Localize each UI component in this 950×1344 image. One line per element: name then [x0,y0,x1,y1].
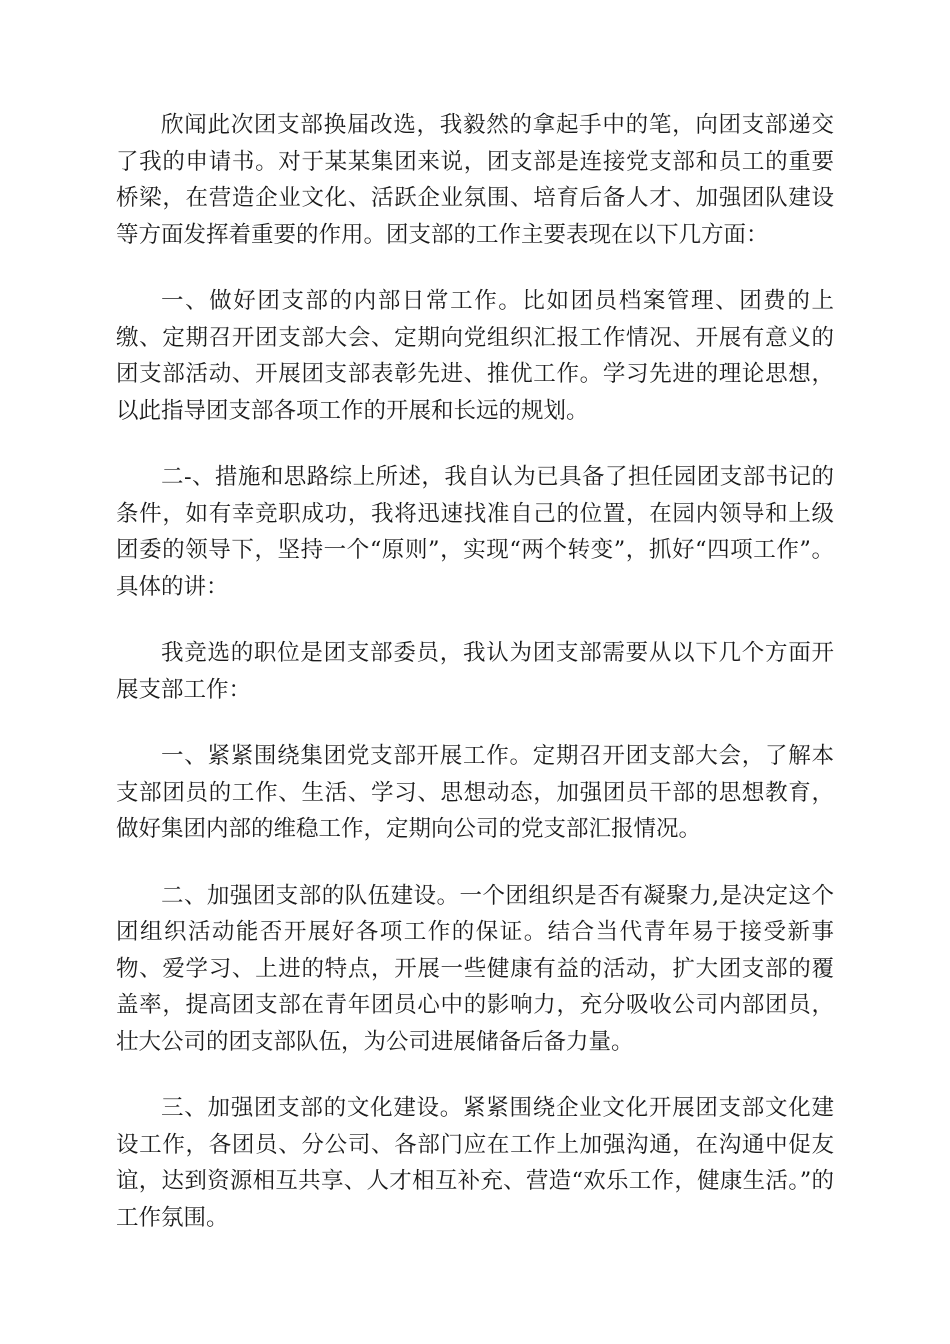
paragraph-measures: 二-、措施和思路综上所述，我自认为已具备了担任园团支部书记的条件，如有幸竞职成功，我将迅速找准自己的位置，在园内领导和上级团委的领导下，坚持一个“原则”，实现“两个转变”，抓好“四项工作”。具体的讲： [116,464,834,600]
paragraph-intro: 欣闻此次团支部换届改选，我毅然的拿起手中的笔，向团支部递交了我的申请书。对于某某集团来说，团支部是连接党支部和员工的重要桥梁，在营造企业文化、活跃企业氛围、培育后备人才、加强团队建设等方面发挥着重要的作用。团支部的工作主要表现在以下几方面： [116,112,834,248]
document-body [116,107,834,1236]
paragraph-daily-work: 一、做好团支部的内部日常工作。比如团员档案管理、团费的上缴、定期召开团支部大会、定期向党组织汇报工作情况、开展有意义的团支部活动、开展团支部表彰先进、推优工作。学习先进的理论思想，以此指导团支部各项工作的开展和长远的规划。 [116,288,834,424]
paragraph-position: 我竞选的职位是团支部委员，我认为团支部需要从以下几个方面开展支部工作： [116,640,834,703]
paragraph-point-one: 一、紧紧围绕集团党支部开展工作。定期召开团支部大会，了解本支部团员的工作、生活、学习、思想动态，加强团员干部的思想教育，做好集团内部的维稳工作，定期向公司的党支部汇报情况。 [116,743,834,842]
paragraph-point-three: 三、加强团支部的文化建设。紧紧围绕企业文化开展团支部文化建设工作，各团员、分公司、各部门应在工作上加强沟通，在沟通中促友谊，达到资源相互共享、人才相互补充、营造“欢乐工作，健康生活。”的工作氛围。 [116,1095,834,1231]
paragraph-point-two: 二、加强团支部的队伍建设。一个团组织是否有凝聚力,是决定这个团组织活动能否开展好各项工作的保证。结合当代青年易于接受新事物、爱学习、上进的特点，开展一些健康有益的活动，扩大团支部的覆盖率，提高团支部在青年团员心中的影响力，充分吸收公司内部团员，壮大公司的团支部队伍，为公司进展储备后备力量。 [116,882,834,1055]
